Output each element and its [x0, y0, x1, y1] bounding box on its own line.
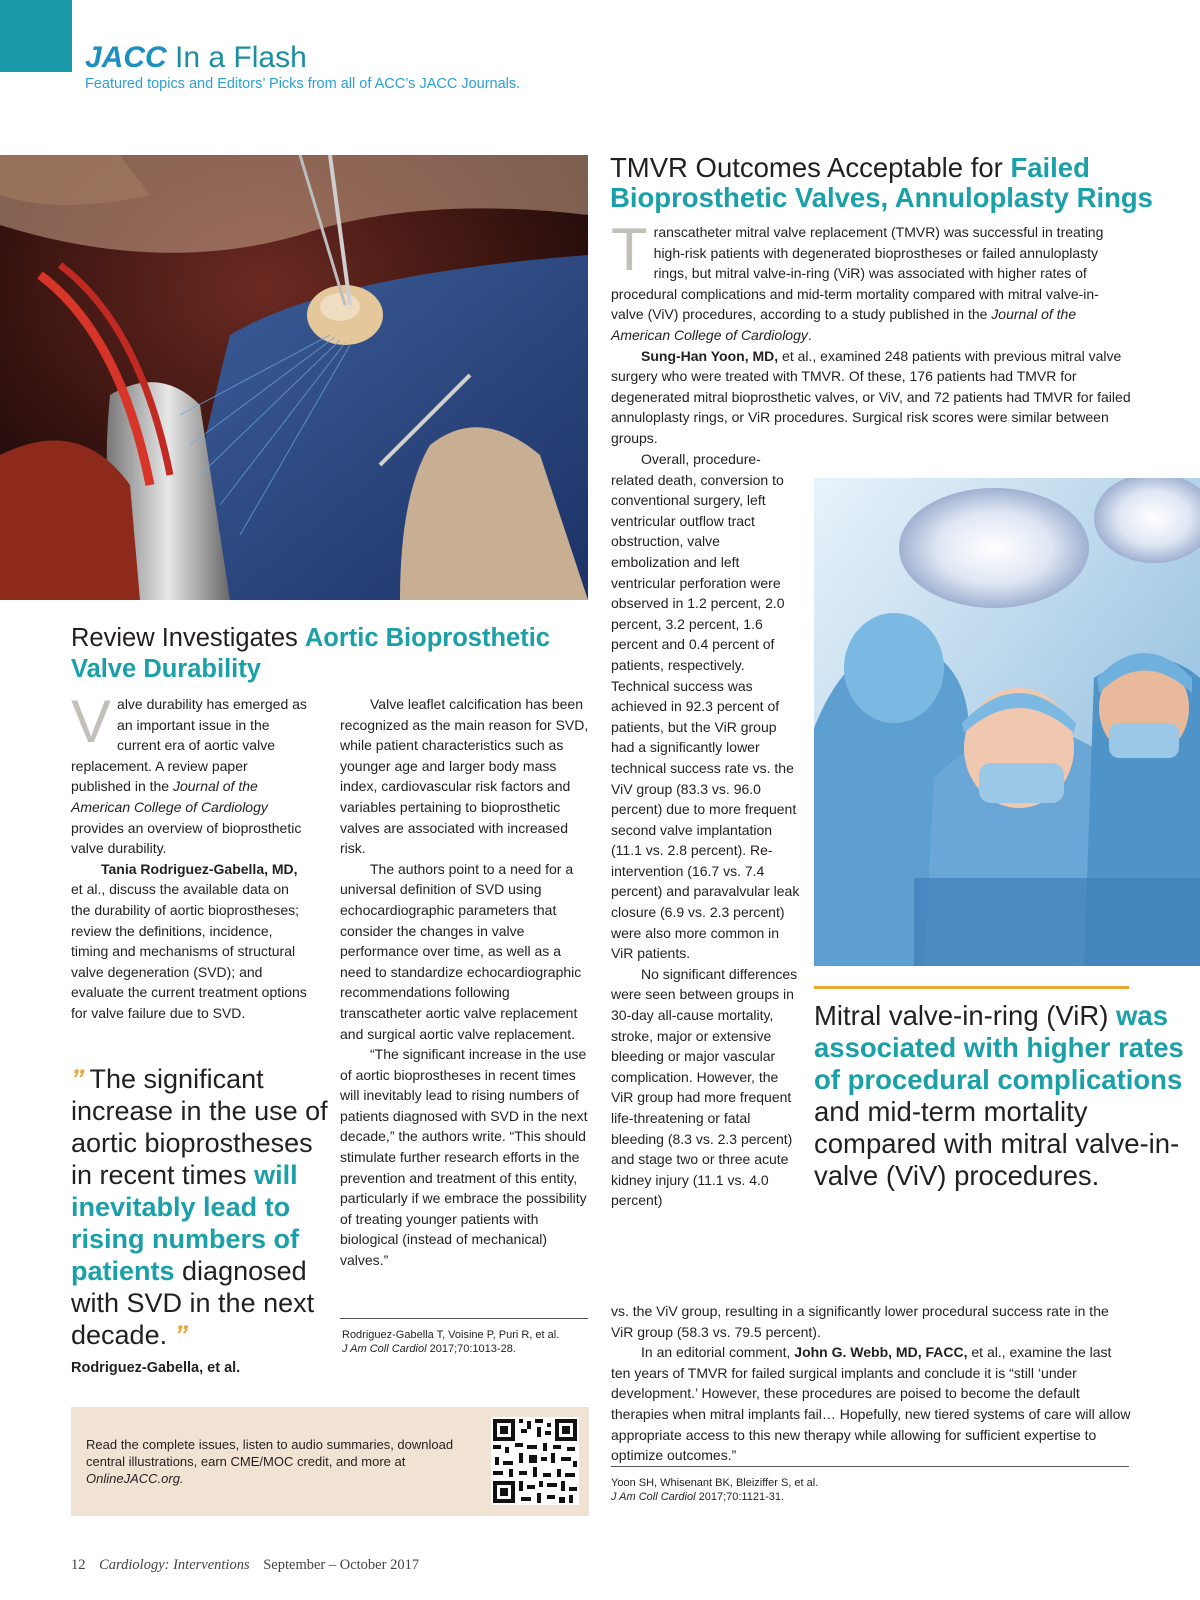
right-paragraph-3: Overall, procedure-related death, conversion to conventional surgery, left ventricular outflow tract obstruction, valve embolization and left ventricular perforation were observed in 1.2 percent, 2.0 percent, 3.2 percent, 1.6 percent and 0.4 percent of patients, respectively. Technical success was achieved in 92.3 percent of patients, but the ViR group had a significantly lower technical success rate vs. the ViV group (83.3 vs. 96.0 percent) due to more frequent second valve implantation (11.1 vs. 2.8 percent). Re-intervention (16.7 vs. 7.4 percent) and paravalvular leak closure (6.9 vs. 2.3 percent) were also more common in ViR patients.: [611, 451, 800, 962]
right-reference-cite: 2017;70:1121-31.: [695, 1491, 785, 1503]
left-article-column-1: [71, 688, 311, 1024]
masthead-color-block: [0, 0, 72, 72]
left-reference-rule: [340, 1318, 588, 1319]
left-dropcap: V: [71, 688, 112, 755]
surgical-team-photo-illustration: [814, 478, 1200, 966]
right-p1-end: .: [807, 326, 812, 343]
right-article-conclusion: [611, 1301, 1131, 1466]
right-article-intro: [611, 216, 1131, 449]
left-p1-end: provides an overview of bioprosthetic valve durability.: [71, 819, 302, 857]
right-quote-rule: [814, 986, 1129, 989]
qr-code-icon[interactable]: [491, 1417, 579, 1505]
left-pull-quote: [71, 1063, 336, 1351]
left-quote-highlight: will inevitably lead to rising numbers of patients: [71, 1160, 300, 1286]
left-paragraph-1: [71, 688, 311, 859]
left-heading-plain: Review Investigates: [71, 624, 305, 652]
right-quote-highlight: was associated with higher rates of procedural complications: [814, 1000, 1184, 1095]
publication-name: Cardiology: Interventions: [99, 1557, 250, 1573]
right-pull-quote: [814, 1000, 1200, 1192]
promo-box: [71, 1407, 589, 1516]
surgical-team-photo: [814, 478, 1200, 966]
left-reference: [342, 1328, 588, 1356]
right-paragraph-4-continued: vs. the ViV group, resulting in a significantly lower procedural success rate in the ViR group (58.3 vs. 79.5 percent).: [611, 1303, 1109, 1340]
page-number: 12: [71, 1557, 86, 1573]
right-reference: [611, 1476, 1129, 1504]
right-p2-author: Sung-Han Yoon, MD,: [641, 347, 779, 364]
right-p5-text: et al., examine the last ten years of TMVR for failed surgical implants and conclude it is “still ‘under development.’ However, these procedures are poised to become the default therapies when mitral implants fail… Hopefully, new tiered systems of care will allow appropriate access to this new therapy while allowing for sufficient expertise to optimize outcomes.”: [611, 1344, 1131, 1464]
right-p5-start: In an editorial comment,: [641, 1344, 795, 1361]
quote-mark-close: ”: [174, 1320, 187, 1350]
section-subtitle: Featured topics and Editors’ Picks from all of ACC’s JACC Journals.: [85, 76, 521, 92]
right-paragraph-4: No significant differences were seen between groups in 30-day all-cause mortality, stroke, major or extensive bleeding or major vascular complication. However, the ViR group had more frequent life-threatening or fatal bleeding (8.3 vs. 2.3 percent) and stage two or three acute kidney injury (11.1 vs. 4.0 percent): [611, 965, 798, 1209]
right-dropcap: T: [611, 216, 648, 283]
left-p2-text: et al., discuss the available data on the durability of aortic bioprostheses; review the definitions, incidence, timing and mechanisms of structural valve degeneration (SVD); and evaluate the current treatment options for valve failure due to SVD.: [71, 881, 307, 1021]
right-paragraph-1: [611, 216, 1131, 346]
page-footer: [71, 1557, 419, 1574]
left-p1-text: alve durability has emerged as an important issue in the current era of aortic valve replacement. A review paper published in the: [71, 696, 307, 795]
promo-description: Read the complete issues, listen to audio summaries, download central illustrations, earn CME/MOC credit, and more at: [86, 1437, 454, 1469]
right-reference-authors: Yoon SH, Whisenant BK, Bleiziffer S, et al.: [611, 1477, 819, 1489]
right-quote-plain-1: Mitral valve-in-ring (ViR): [814, 1000, 1117, 1031]
promo-site-link[interactable]: OnlineJACC.org.: [86, 1471, 184, 1486]
issue-date: September – October 2017: [263, 1557, 420, 1573]
left-reference-authors: Rodriguez-Gabella T, Voisine P, Puri R, et al.: [342, 1329, 560, 1341]
left-paragraph-5: “The significant increase in the use of aortic bioprostheses in recent times will inevitably lead to rising numbers of patients diagnosed with SVD in the next decade,” the authors write. “This should stimulate further research efforts in the prevention and treatment of this entity, particularly if we embrace the possibility of treating younger patients with biological (instead of mechanical) valves.”: [340, 1046, 588, 1269]
right-p1-journal: Journal of the American College of Cardiology: [611, 306, 1077, 343]
right-p5-author: John G. Webb, MD, FACC,: [794, 1344, 968, 1361]
left-article-column-2: [340, 694, 590, 1271]
surgery-photo: [0, 155, 588, 600]
section-title-rest: In a Flash: [175, 41, 307, 74]
left-article-heading: [71, 623, 586, 685]
right-paragraph-2: [611, 346, 1131, 449]
brand-jacc: JACC: [85, 41, 167, 74]
section-title: [85, 40, 520, 76]
right-reference-rule: [611, 1466, 1129, 1467]
right-heading-plain: TMVR Outcomes Acceptable for: [610, 152, 1011, 183]
left-reference-cite: 2017;70:1013-28.: [426, 1343, 516, 1355]
left-quote-plain-2: diagnosed with SVD in the next decade.: [71, 1256, 315, 1350]
qr-code-graphic: [491, 1417, 579, 1505]
right-article-narrow-column: [611, 449, 801, 1211]
left-heading-highlight: Aortic Bioprosthetic Valve Durability: [71, 624, 550, 683]
right-quote-plain-2: and mid-term mortality compared with mitral valve-in-valve (ViV) procedures.: [814, 1096, 1180, 1191]
left-quote-plain-1: The significant increase in the use of aortic bioprostheses in recent times: [71, 1064, 328, 1190]
left-quote-attribution: Rodriguez-Gabella, et al.: [71, 1360, 241, 1376]
masthead: [85, 40, 520, 92]
promo-text: [86, 1436, 471, 1487]
left-p2-author: Tania Rodriguez-Gabella, MD,: [101, 860, 298, 877]
left-paragraph-2: [71, 859, 311, 1024]
left-paragraph-3: Valve leaflet calcification has been recognized as the main reason for SVD, while patient characteristics such as younger age and larger body mass index, cardiovascular risk factors and variables pertaining to bioprosthetic valves are associated with increased risk.: [340, 696, 589, 857]
left-p1-journal: Journal of the American College of Cardiology: [71, 778, 268, 815]
right-p1-text: ranscatheter mitral valve replacement (TMVR) was successful in treating high-risk patients with degenerated bioprostheses or failed annuloplasty rings, but mitral valve-in-ring (ViR) was associated with higher rates of procedural complications and mid-term mortality compared with mitral valve-in-valve (ViV) procedures, according to a study published in the: [611, 224, 1104, 323]
quote-mark-open: ”: [71, 1064, 83, 1094]
right-reference-journal: J Am Coll Cardiol: [611, 1491, 696, 1503]
right-p2-text: et al., examined 248 patients with previous mitral valve surgery who were treated with TMVR. Of these, 176 patients had TMVR for degenerated mitral bioprosthetic valves, or ViV, and 72 patients had TMVR for failed annuloplasty rings, or ViR procedures. Surgical risk scores were similar between groups.: [611, 347, 1131, 446]
left-paragraph-4: The authors point to a need for a universal definition of SVD using echocardiographic parameters that consider the changes in valve performance over time, as well as a need to standardize echocardiographic recommendations following transcatheter aortic valve replacement and surgical aortic valve replacement.: [340, 860, 582, 1042]
right-article-heading: [610, 153, 1200, 213]
left-reference-journal: J Am Coll Cardiol: [342, 1343, 427, 1355]
right-heading-highlight: Failed Bioprosthetic Valves, Annuloplasty Rings: [610, 152, 1153, 213]
right-paragraph-5: [611, 1342, 1131, 1466]
surgery-photo-illustration: [0, 155, 588, 600]
